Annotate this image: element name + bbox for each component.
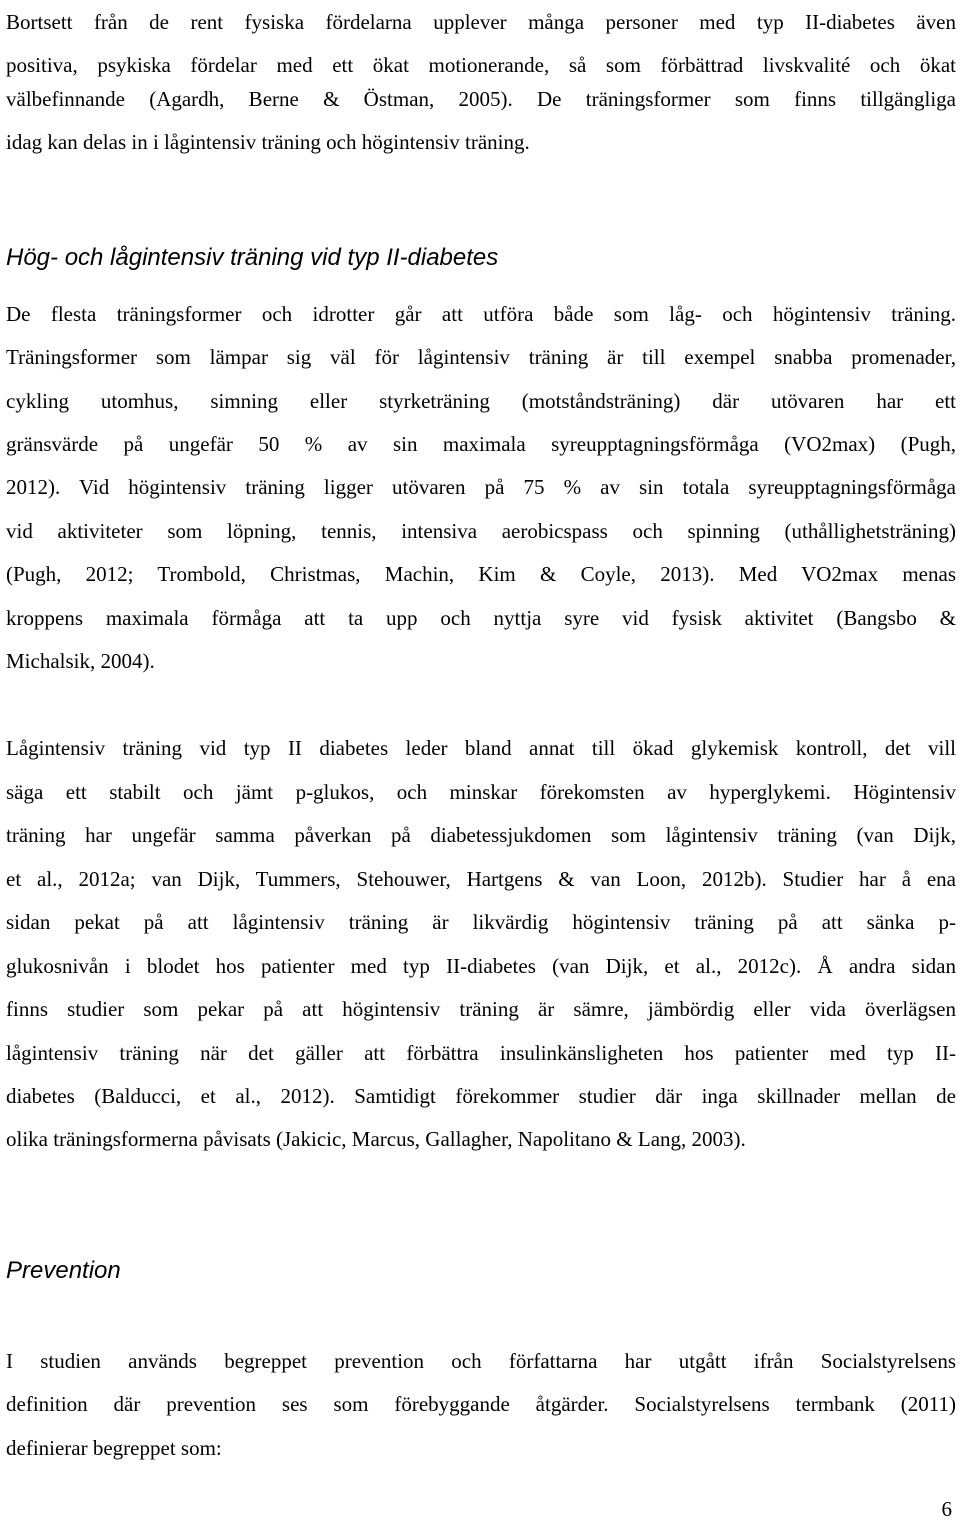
- text-line: välbefinnande (Agardh, Berne & Östman, 2005). De träningsformer som finns tillgängliga: [6, 87, 956, 111]
- text-line: sidan pekat på att lågintensiv träning är likvärdig högintensiv träning på att sänka p-: [6, 910, 956, 934]
- text-line: definition där prevention ses som förebyggande åtgärder. Socialstyrelsens termbank (2011): [6, 1392, 956, 1416]
- text-line: glukosnivån i blodet hos patienter med typ II-diabetes (van Dijk, et al., 2012c). Å andra sidan: [6, 954, 956, 978]
- text-line: olika träningsformerna påvisats (Jakicic, Marcus, Gallagher, Napolitano & Lang, 2003).: [6, 1127, 746, 1151]
- text-line: säga ett stabilt och jämt p-glukos, och minskar förekomsten av hyperglykemi. Högintensiv: [6, 780, 956, 804]
- text-line: De flesta träningsformer och idrotter går att utföra både som låg- och högintensiv träning.: [6, 302, 956, 326]
- text-line: (Pugh, 2012; Trombold, Christmas, Machin, Kim & Coyle, 2013). Med VO2max menas: [6, 562, 956, 586]
- text-line: positiva, psykiska fördelar med ett ökat motionerande, så som förbättrad livskvalité och ökat: [6, 53, 956, 77]
- text-line: diabetes (Balducci, et al., 2012). Samtidigt förekommer studier där inga skillnader mellan de: [6, 1084, 956, 1108]
- text-line: et al., 2012a; van Dijk, Tummers, Stehouwer, Hartgens & van Loon, 2012b). Studier har å ena: [6, 867, 956, 891]
- text-line: 2012). Vid högintensiv träning ligger utövaren på 75 % av sin totala syreupptagningsförmåga: [6, 475, 956, 499]
- text-line: definierar begreppet som:: [6, 1436, 222, 1460]
- text-line: träning har ungefär samma påverkan på diabetessjukdomen som lågintensiv träning (van Dijk,: [6, 823, 956, 847]
- text-line: Michalsik, 2004).: [6, 649, 155, 673]
- text-line: Träningsformer som lämpar sig väl för lågintensiv träning är till exempel snabba promenader,: [6, 345, 956, 369]
- text-line: finns studier som pekar på att högintensiv träning är sämre, jämbördig eller vida överlägsen: [6, 997, 956, 1021]
- text-line: lågintensiv träning när det gäller att förbättra insulinkänsligheten hos patienter med typ II-: [6, 1041, 956, 1065]
- text-line: I studien används begreppet prevention och författarna har utgått ifrån Socialstyrelsens: [6, 1349, 956, 1373]
- section-heading-prevention: Prevention: [6, 1257, 121, 1284]
- page-number: 6: [941, 1497, 952, 1521]
- text-line: gränsvärde på ungefär 50 % av sin maximala syreupptagningsförmåga (VO2max) (Pugh,: [6, 432, 956, 456]
- section-heading-training: Hög- och lågintensiv träning vid typ II-diabetes: [6, 244, 499, 271]
- text-line: vid aktiviteter som löpning, tennis, intensiva aerobicspass och spinning (uthållighetsträning): [6, 519, 956, 543]
- text-line: idag kan delas in i lågintensiv träning och högintensiv träning.: [6, 130, 530, 154]
- text-line: Bortsett från de rent fysiska fördelarna upplever många personer med typ II-diabetes även: [6, 10, 956, 34]
- text-line: Lågintensiv träning vid typ II diabetes leder bland annat till ökad glykemisk kontroll, det vill: [6, 736, 956, 760]
- text-line: kroppens maximala förmåga att ta upp och nyttja syre vid fysisk aktivitet (Bangsbo &: [6, 606, 956, 630]
- text-line: cykling utomhus, simning eller styrketräning (motståndsträning) där utövaren har ett: [6, 389, 956, 413]
